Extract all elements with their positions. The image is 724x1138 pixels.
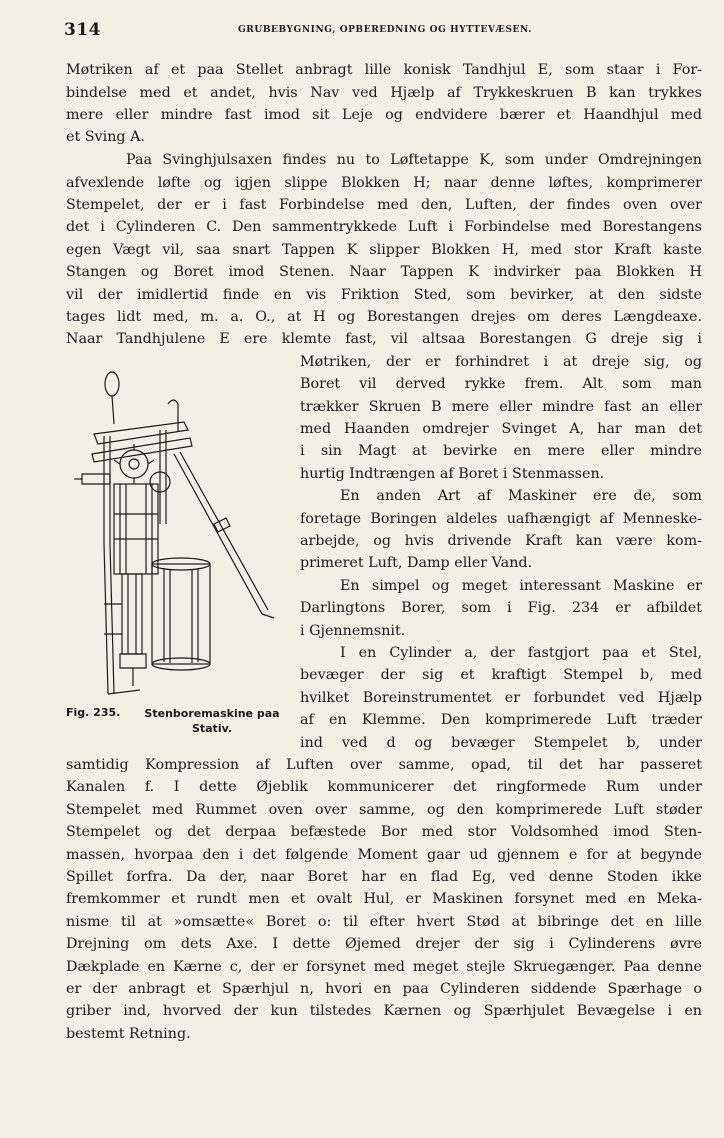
text-line: Drejning om dets Axe. I dette Øjemed drejer der sig i Cylinderens øvre: [66, 936, 702, 952]
text-line: det i Cylinderen C. Den sammentrykkede Luft i Forbindelse med Borestangens: [66, 219, 702, 235]
text-line: massen, hvorpaa den i det følgende Moment gaar ud gjennem e for at begynde: [66, 847, 702, 863]
text-line: bindelse med et andet, hvis Nav ved Hjælp af Trykkeskruen B kan trykkes: [66, 85, 702, 101]
text-line: Møtriken af et paa Stellet anbragt lille konisk Tandhjul E, som staar i For-: [66, 62, 702, 78]
text-line: tages lidt med, m. a. O., at H og Borestangen drejes om deres Længdeaxe.: [66, 309, 702, 325]
text-line: Darlingtons Borer, som i Fig. 234 er afbildet: [300, 600, 702, 616]
text-line: Spillet forfra. Da der, naar Boret har en flad Eg, ved denne Stoden ikke: [66, 869, 702, 885]
text-line: En simpel og meget interessant Maskine er: [340, 578, 702, 594]
text-line: I en Cylinder a, der fastgjort paa et Stel,: [340, 645, 702, 661]
text-line: af en Klemme. Den komprimerede Luft træder: [300, 712, 702, 728]
text-line: Stempelet med Rummet oven over samme, og den komprimerede Luft støder: [66, 802, 702, 818]
page-number: 314: [64, 20, 101, 40]
text-line: nisme til at »omsætte« Boret o: til efter hvert Stød at bibringe det en lille: [66, 914, 702, 930]
text-line: trækker Skruen B mere eller mindre fast an eller: [300, 399, 702, 415]
text-line: Kanalen f. I dette Øjeblik kommunicerer det ringformede Rum under: [66, 779, 702, 795]
text-line: Naar Tandhjulene E ere klemte fast, vil altsaa Borestangen G dreje sig i: [66, 331, 702, 347]
text-line: egen Vægt vil, saa snart Tappen K slipper Blokken H, med stor Kraft kaste: [66, 242, 702, 258]
text-line: bestemt Retning.: [66, 1026, 191, 1042]
text-line: foretage Boringen aldeles uafhængigt af Menneske-: [300, 511, 702, 527]
text-line: Stangen og Boret imod Stenen. Naar Tappen K indvirker paa Blokken H: [66, 264, 702, 280]
text-line: samtidig Kompression af Luften over samme, opad, til det har passeret: [66, 757, 702, 773]
text-line: Paa Svinghjulsaxen findes nu to Løftetappe K, som under Omdrejningen: [126, 152, 702, 168]
text-line: Møtriken, der er forhindret i at dreje sig, og: [300, 354, 702, 370]
figure-caption: Stenboremaskine paa Stativ.: [144, 707, 280, 735]
text-line: ind ved d og bevæger Stempelet b, under: [300, 735, 702, 751]
stone-drill-illustration: [64, 364, 284, 704]
text-line: griber ind, hvorved der kun tilstedes Kærnen og Spærhjulet Bevægelse i en: [66, 1003, 702, 1019]
text-line: En anden Art af Maskiner ere de, som: [340, 488, 702, 504]
text-line: Stempelet og det derpaa befæstede Bor med stor Voldsomhed imod Sten-: [66, 824, 702, 840]
text-line: Stempelet, der er i fast Forbindelse med den, Luften, der findes oven over: [66, 197, 702, 213]
text-line: hvilket Boreinstrumentet er forbundet ved Hjælp: [300, 690, 702, 706]
text-line: fremkommer et rundt men et ovalt Hul, er Maskinen forsynet med en Meka-: [66, 891, 702, 907]
text-line: mere eller mindre fast imod sit Leje og endvidere bærer et Haandhjul med: [66, 107, 702, 123]
text-line: et Sving A.: [66, 129, 145, 145]
text-line: med Haanden omdrejer Svinget A, har man det: [300, 421, 702, 437]
text-line: er der anbragt et Spærhjul n, hvori en paa Cylinderen siddende Spærhage o: [66, 981, 702, 997]
text-line: i Gjennemsnit.: [300, 623, 406, 639]
text-line: vil der imidlertid finde en vis Friktion Sted, som bevirker, at den sidste: [66, 287, 702, 303]
text-line: afvexlende løfte og igjen slippe Blokken H; naar denne løftes, komprimerer: [66, 175, 702, 191]
running-title: GRUBEBYGNING, OPBEREDNING OG HYTTEVÆSEN.: [238, 25, 532, 35]
text-line: hurtig Indtrængen af Boret i Stenmassen.: [300, 466, 605, 482]
text-line: Dækplade en Kærne c, der er forsynet med meget stejle Skruegænger. Paa denne: [66, 959, 702, 975]
text-line: primeret Luft, Damp eller Vand.: [300, 555, 533, 571]
text-line: arbejde, og hvis drivende Kraft kan være kom-: [300, 533, 702, 549]
text-line: i sin Magt at bevirke en mere eller mindre: [300, 443, 702, 459]
text-line: bevæger der sig et kraftigt Stempel b, med: [300, 667, 702, 683]
figure-label: Fig. 235.: [66, 706, 121, 719]
text-line: Boret vil derved rykke frem. Alt som man: [300, 376, 702, 392]
